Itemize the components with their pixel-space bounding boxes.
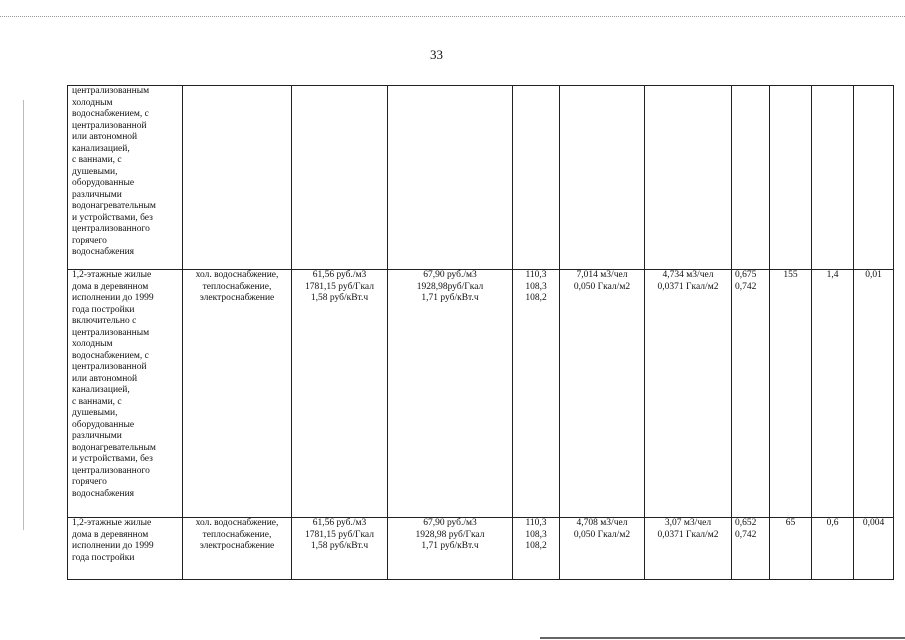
table-row xyxy=(68,86,894,270)
tariff-1-cell xyxy=(292,86,388,270)
tariff-2-cell xyxy=(388,86,513,270)
norm-2-cell xyxy=(645,86,732,270)
services-cell: хол. водоснабжение, теплоснабжение, электроснабжение xyxy=(183,270,292,518)
norm-1-cell xyxy=(560,86,645,270)
tariff-2-cell: 67,90 руб./м3 1928,98руб/Гкал 1,71 руб/кВт.ч xyxy=(388,270,513,518)
services-cell: хол. водоснабжение, теплоснабжение, электроснабжение xyxy=(183,518,292,580)
category-cell: 1,2-этажные жилые дома в деревянном исполнении до 1999 года постройки xyxy=(68,518,183,580)
services-cell xyxy=(183,86,292,270)
index-cell xyxy=(513,86,560,270)
value-2-cell xyxy=(812,86,854,270)
norm-2-cell: 4,734 м3/чел 0,0371 Гкал/м2 xyxy=(645,270,732,518)
value-3-cell: 0,01 xyxy=(854,270,894,518)
norm-1-cell: 7,014 м3/чел 0,050 Гкал/м2 xyxy=(560,270,645,518)
index-cell: 110,3 108,3 108,2 xyxy=(513,270,560,518)
coef-cell: 0,652 0,742 xyxy=(732,518,770,580)
value-2-cell: 0,6 xyxy=(812,518,854,580)
value-3-cell xyxy=(854,86,894,270)
value-1-cell: 65 xyxy=(770,518,812,580)
coef-cell: 0,675 0,742 xyxy=(732,270,770,518)
table-row xyxy=(68,518,894,580)
tariff-2-cell: 67,90 руб./м3 1928,98 руб/Гкал 1,71 руб/кВт.ч xyxy=(388,518,513,580)
scan-edge-top xyxy=(0,16,905,17)
norm-1-cell: 4,708 м3/чел 0,050 Гкал/м2 xyxy=(560,518,645,580)
table-row xyxy=(68,270,894,518)
value-1-cell xyxy=(770,86,812,270)
scan-margin-line xyxy=(23,100,24,530)
value-2-cell: 1,4 xyxy=(812,270,854,518)
tariff-1-cell: 61,56 руб./м3 1781,15 руб/Гкал 1,58 руб/кВт.ч xyxy=(292,270,388,518)
category-cell: 1,2-этажные жилые дома в деревянном исполнении до 1999 года постройки включительно с централизованным холодным водоснабжением, с централизованной или автономной канализацией, с ваннами, с душевыми, оборудованные различными водонагревательным и устройствами, без централизованного горячего водоснабжения xyxy=(68,270,183,518)
norm-2-cell: 3,07 м3/чел 0,0371 Гкал/м2 xyxy=(645,518,732,580)
coef-cell xyxy=(732,86,770,270)
tariff-table xyxy=(67,85,894,580)
index-cell: 110,3 108,3 108,2 xyxy=(513,518,560,580)
category-cell: централизованным холодным водоснабжением, с централизованной или автономной канализацией, с ваннами, с душевыми, оборудованные различными водонагревательным и устройствами, без централизованного горячего водоснабжения xyxy=(68,86,183,270)
value-1-cell: 155 xyxy=(770,270,812,518)
tariff-1-cell: 61,56 руб./м3 1781,15 руб/Гкал 1,58 руб/кВт.ч xyxy=(292,518,388,580)
scan-edge-bottom xyxy=(540,637,905,639)
page-number: 33 xyxy=(430,47,443,62)
value-3-cell: 0,004 xyxy=(854,518,894,580)
